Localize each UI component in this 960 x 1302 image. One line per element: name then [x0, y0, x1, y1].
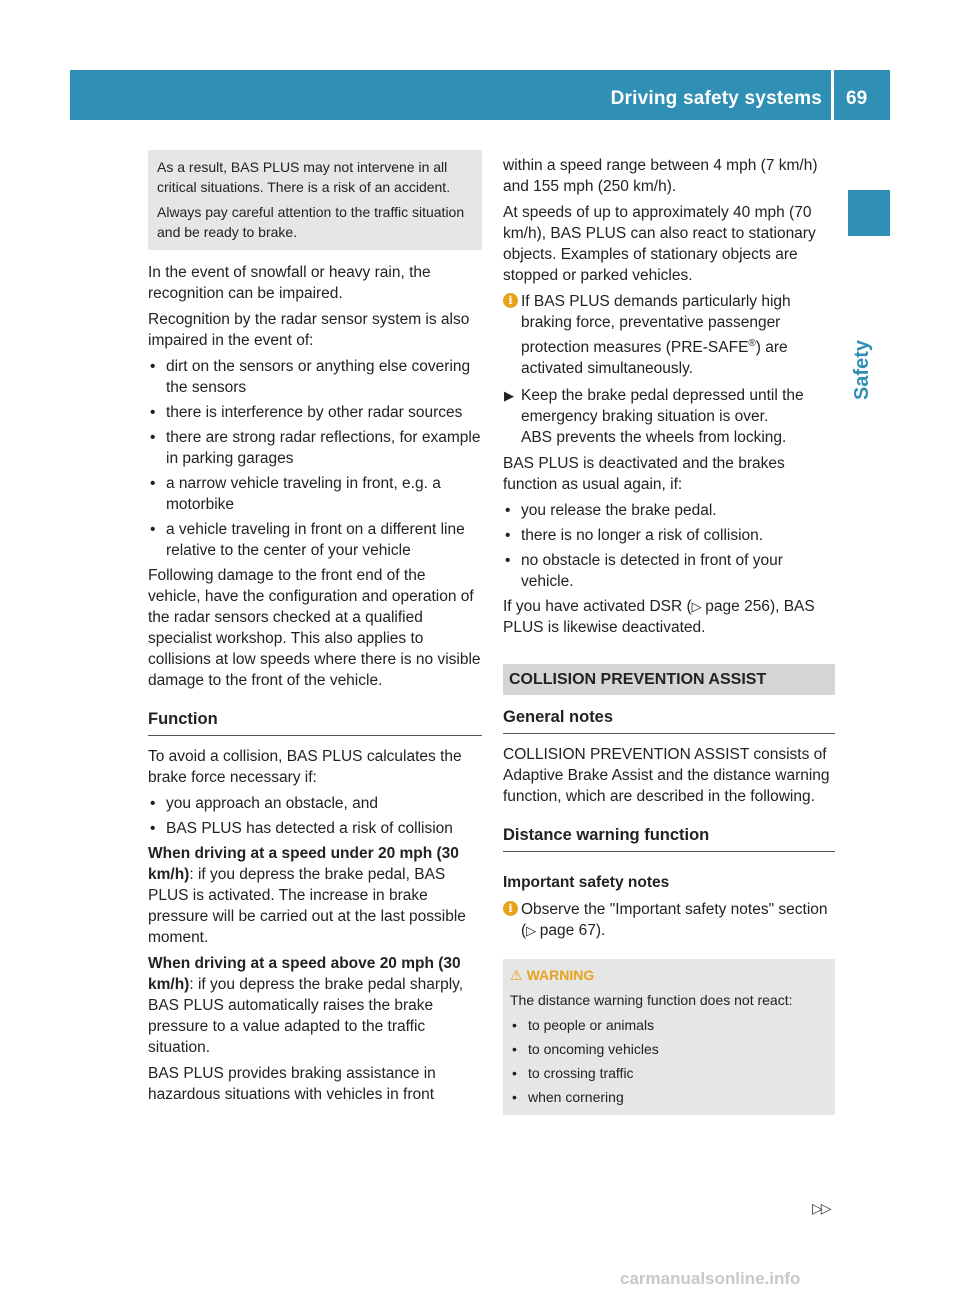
list-item: • you release the brake pedal.	[505, 502, 717, 520]
info-note: i If BAS PLUS demands particularly high braking force, preventative passenger protection measures (PRE-SAFE®) are activated simultaneously.	[503, 291, 835, 379]
section-title: Driving safety systems	[610, 88, 822, 109]
chapter-tab	[848, 190, 890, 236]
info-note: i Observe the "Important safety notes" section (▷ page 67).	[503, 899, 835, 941]
paragraph: To avoid a collision, BAS PLUS calculates the brake force necessary if:	[148, 748, 462, 786]
paragraph: In the event of snowfall or heavy rain, the recognition can be impaired.	[148, 264, 431, 302]
left-column	[148, 150, 482, 1110]
paragraph: When driving at a speed above 20 mph (30 km/h): if you depress the brake pedal sharply, BAS PLUS automatically raises the brake pressure to a value adapted to the traffic situation.	[148, 955, 464, 1056]
list-item: • there are strong radar reflections, for example in parking garages	[150, 429, 481, 467]
notice-text-2: Always pay careful attention to the traffic situation and be ready to brake.	[157, 204, 465, 240]
notice-text-1: As a result, BAS PLUS may not intervene in all critical situations. There is a risk of an accident.	[157, 159, 451, 195]
list-item: • to people or animals	[512, 1017, 655, 1034]
paragraph: within a speed range between 4 mph (7 km/h) and 155 mph (250 km/h).	[503, 157, 818, 195]
header-divider	[831, 70, 834, 120]
warning-text: The distance warning function does not react:	[510, 992, 793, 1009]
bullet-list	[148, 793, 482, 839]
bullet-list	[148, 356, 482, 561]
bullet-list	[503, 500, 835, 592]
page-ref-arrow-icon: ▷	[526, 923, 540, 939]
paragraph: BAS PLUS is deactivated and the brakes function as usual again, if:	[503, 455, 785, 494]
page-ref-arrow-icon: ▷	[691, 599, 706, 615]
warning-box	[503, 959, 835, 1115]
instruction-step: ▶ Keep the brake pedal depressed until the emergency braking situation is over. ABS prevents the wheels from locking.	[504, 387, 804, 447]
paragraph: Following damage to the front end of the vehicle, have the configuration and operation of the radar sensors checked at a qualified specialist workshop. This also applies to collisions at low speeds where there is no visible damage to the front of the vehicle.	[148, 567, 481, 689]
arrow-icon: ▶	[504, 388, 514, 404]
paragraph: BAS PLUS provides braking assistance in hazardous situations with vehicles in front	[148, 1065, 436, 1103]
warning-triangle-icon: ⚠	[510, 967, 523, 984]
heading-distance-warning: Distance warning function	[503, 825, 835, 852]
page-link[interactable]: page 67	[539, 922, 596, 940]
heading-safety-notes: Important safety notes	[503, 874, 670, 892]
chapter-label: Safety	[851, 340, 873, 401]
list-item: • you approach an obstacle, and	[150, 795, 378, 812]
paragraph: At speeds of up to approximately 40 mph (70 km/h), BAS PLUS can also react to stationary objects. Examples of stationary objects are stopped or parked vehicles.	[503, 204, 816, 284]
watermark: carmanualsonline.info	[620, 1269, 801, 1288]
page-link[interactable]: page 256	[705, 598, 770, 616]
list-item: • when cornering	[512, 1089, 624, 1106]
list-item: • no obstacle is detected in front of your vehicle.	[505, 552, 783, 591]
heading-general-notes: General notes	[503, 707, 835, 734]
list-item: • to crossing traffic	[512, 1065, 634, 1082]
list-item: • a narrow vehicle traveling in front, e.g. a motorbike	[150, 475, 441, 513]
list-item: • BAS PLUS has detected a risk of collision	[150, 820, 453, 837]
section-banner: COLLISION PREVENTION ASSIST	[503, 664, 835, 695]
list-item: • to oncoming vehicles	[512, 1041, 659, 1058]
right-column	[503, 155, 835, 1115]
paragraph: Recognition by the radar sensor system is also impaired in the event of:	[148, 311, 470, 349]
list-item: • there is no longer a risk of collision.	[505, 527, 764, 545]
paragraph: If you have activated DSR (▷ page 256), BAS PLUS is likewise deactivated.	[503, 598, 815, 637]
paragraph: COLLISION PREVENTION ASSIST consists of Adaptive Brake Assist and the distance warning function, which are described in the following.	[503, 746, 830, 806]
info-icon: i	[503, 293, 518, 308]
list-item: • a vehicle traveling in front on a different line relative to the center of your vehicle	[150, 521, 465, 559]
list-item: • there is interference by other radar sources	[150, 404, 463, 421]
continue-arrows-icon: ▷▷	[812, 1200, 830, 1216]
heading-function: Function	[148, 709, 482, 736]
list-item: • dirt on the sensors or anything else covering the sensors	[150, 358, 471, 396]
info-icon: i	[503, 901, 518, 916]
paragraph: When driving at a speed under 20 mph (30 km/h): if you depress the brake pedal, BAS PLUS is activated. The increase in brake pressure will be carried out at the last possible moment.	[148, 845, 466, 946]
notice-box	[148, 150, 482, 250]
page-number: 69	[846, 88, 868, 109]
warning-header: ⚠ WARNING	[510, 967, 595, 984]
